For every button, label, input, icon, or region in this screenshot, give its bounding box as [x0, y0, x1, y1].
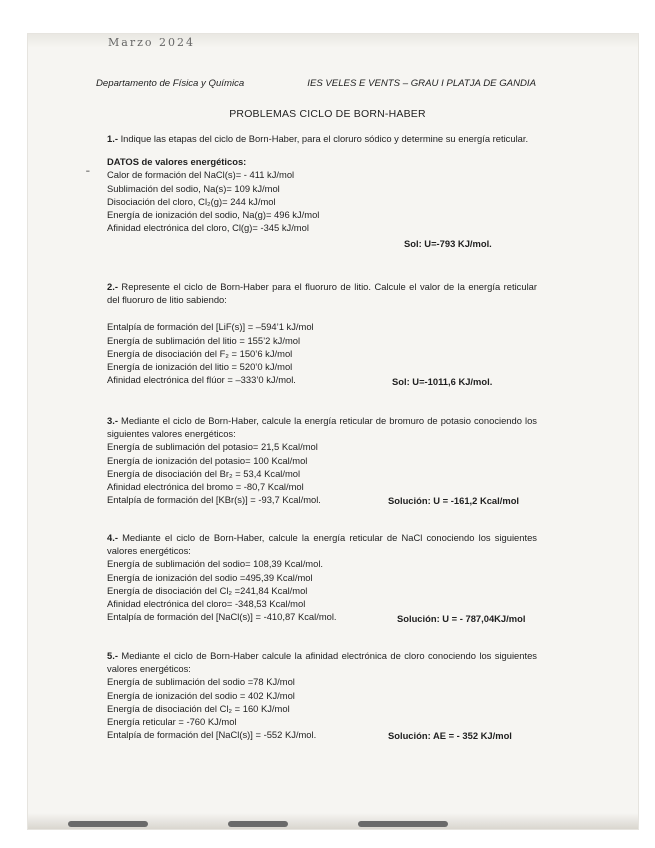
- data-line: Afinidad electrónica del bromo = -80,7 Kcal/mol: [107, 481, 304, 493]
- solution-2: Sol: U=-1011,6 KJ/mol.: [392, 376, 493, 387]
- problem-text: Represente el ciclo de Born-Haber para el fluoruro de litio. Calcule el valor de la energía reticular del fluoruro de litio sabiendo:: [107, 281, 537, 306]
- document-header: [96, 78, 536, 89]
- data-line: Energía de ionización del sodio = 402 KJ/mol: [107, 689, 295, 701]
- data-line: Entalpía de formación del [NaCl(s)] = -552 KJ/mol.: [107, 729, 317, 741]
- data-line: Energía de disociación del Cl₂ =241,84 Kcal/mol: [107, 584, 308, 596]
- data-line: Afinidad electrónica del cloro= -348,53 Kcal/mol: [107, 598, 306, 610]
- solution-5: Solución: AE = - 352 KJ/mol: [388, 730, 512, 741]
- data-line: Energía de ionización del sodio =495,39 Kcal/mol: [107, 571, 313, 583]
- problem-4: [107, 531, 537, 623]
- problem-number: 4.-: [107, 532, 118, 543]
- data-line: Calor de formación del NaCl(s)= - 411 kJ/mol: [107, 169, 295, 181]
- data-line: Energía de ionización del sodio, Na(g)= 496 kJ/mol: [107, 209, 320, 221]
- problem-number: 5.-: [107, 650, 118, 661]
- handwritten-date: Marzo 2024: [108, 36, 195, 49]
- department-label: Departamento de Física y Química: [96, 78, 245, 89]
- problem-question: [107, 649, 537, 675]
- margin-mark: ˗: [86, 164, 90, 176]
- bottom-shadow: [228, 821, 288, 827]
- data-line: Energía de disociación del Br₂ = 53,4 Kcal/mol: [107, 467, 301, 479]
- problem-1: [107, 132, 537, 234]
- problem-2: [107, 280, 537, 386]
- data-line: Disociación del cloro, Cl₂(g)= 244 kJ/mol: [107, 195, 276, 207]
- problem-text: Indique las etapas del ciclo de Born-Haber, para el cloruro sódico y determine su energía reticular.: [120, 133, 529, 144]
- data-line: Energía de ionización del litio = 520’0 kJ/mol: [107, 361, 293, 373]
- data-line: Energía reticular = -760 KJ/mol: [107, 716, 237, 728]
- problem-text: Mediante el ciclo de Born-Haber calcule la afinidad electrónica de cloro conociendo los siguientes valores energéticos:: [107, 650, 537, 675]
- problem-question: [107, 132, 537, 145]
- data-line: Energía de sublimación del litio = 155’2 kJ/mol: [107, 334, 301, 346]
- problem-number: 2.-: [107, 281, 118, 292]
- problem-text: Mediante el ciclo de Born-Haber, calcule la energía reticular de NaCl conociendo los siguientes valores energéticos:: [107, 532, 537, 557]
- data-line: Energía de sublimación del sodio= 108,39 Kcal/mol.: [107, 558, 324, 570]
- solution-3: Solución: U = -161,2 Kcal/mol: [388, 495, 520, 506]
- solution-1: Sol: U=-793 KJ/mol.: [404, 238, 492, 249]
- problem-question: [107, 414, 537, 440]
- data-title: DATOS de valores energéticos:: [107, 156, 247, 168]
- problem-5: [107, 649, 537, 741]
- problem-number: 3.-: [107, 415, 118, 426]
- data-line: Energía de sublimación del potasio= 21,5 Kcal/mol: [107, 441, 318, 453]
- data-line: Energía de disociación del F₂ = 150’6 kJ/mol: [107, 347, 293, 359]
- school-label: IES VELES E VENTS – GRAU I PLATJA DE GANDIA: [307, 78, 536, 89]
- problem-question: [107, 280, 537, 306]
- page-title: PROBLEMAS CICLO DE BORN-HABER: [229, 108, 426, 120]
- bottom-shadow: [358, 821, 448, 827]
- solution-4: Solución: U = - 787,04KJ/mol: [397, 613, 526, 624]
- data-line: Afinidad electrónica del cloro, Cl(g)= -345 kJ/mol: [107, 222, 309, 234]
- problem-text: Mediante el ciclo de Born-Haber, calcule la energía reticular de bromuro de potasio conociendo los siguientes valores energéticos:: [107, 415, 537, 440]
- data-line: Entalpía de formación del [KBr(s)] = -93,7 Kcal/mol.: [107, 494, 321, 506]
- problem-question: [107, 531, 537, 557]
- data-line: Sublimación del sodio, Na(s)= 109 kJ/mol: [107, 182, 280, 194]
- data-line: Entalpía de formación del [NaCl(s)] = -410,87 Kcal/mol.: [107, 611, 337, 623]
- data-line: Afinidad electrónica del flúor = –333’0 kJ/mol.: [107, 374, 296, 386]
- problem-number: 1.-: [107, 133, 118, 144]
- bottom-shadow: [68, 821, 148, 827]
- problem-3: [107, 414, 537, 506]
- data-line: Energía de ionización del potasio= 100 Kcal/mol: [107, 454, 308, 466]
- data-line: Entalpía de formación del [LiF(s)] = –594’1 kJ/mol: [107, 321, 314, 333]
- data-line: Energía de sublimación del sodio =78 KJ/mol: [107, 676, 295, 688]
- data-line: Energía de disociación del Cl₂ = 160 KJ/mol: [107, 702, 290, 714]
